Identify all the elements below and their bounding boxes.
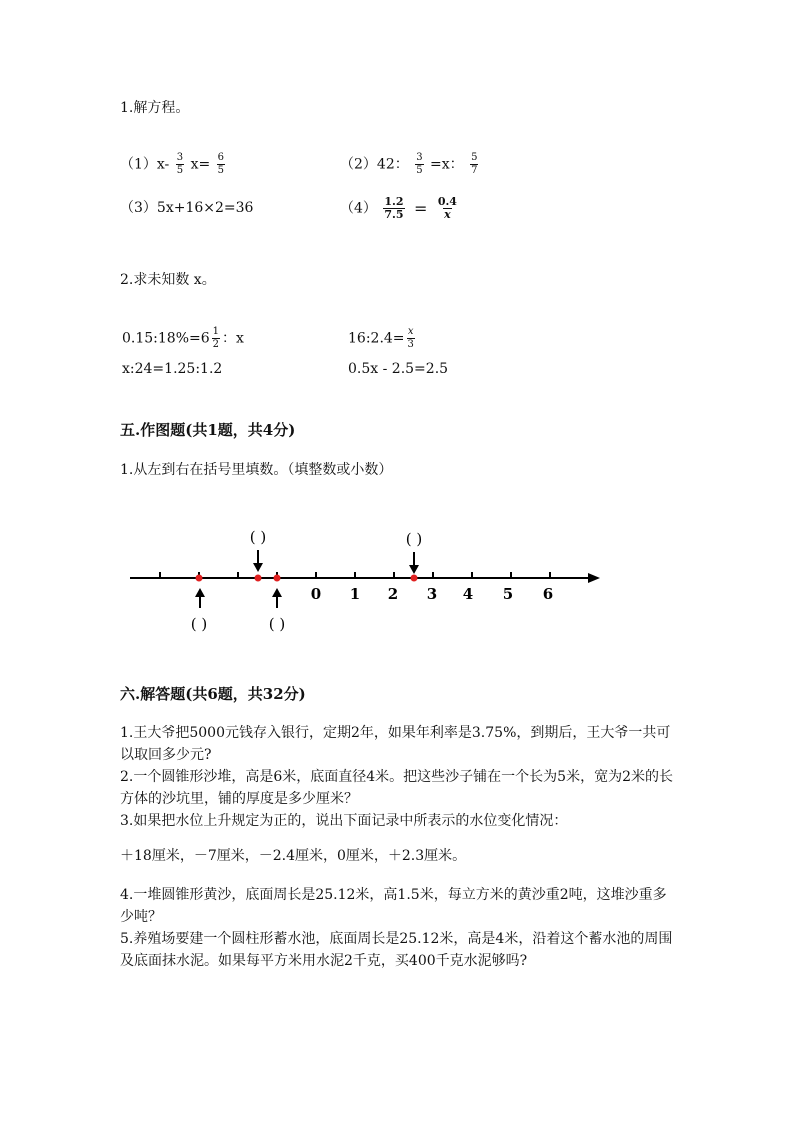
water-level-values: ＋18厘米，－7厘米，－2.4厘米，0厘米，＋2.3厘米。 xyxy=(120,848,467,864)
answer-blank: ( ) xyxy=(249,528,267,546)
tick-label-4: 4 xyxy=(462,585,474,603)
answer-blank: ( ) xyxy=(268,615,286,633)
question-2-title: 2.求未知数 x。 xyxy=(120,272,216,288)
tick-label-6: 6 xyxy=(542,585,554,603)
section-5-question-1: 1.从左到右在括号里填数。（填整数或小数） xyxy=(120,462,393,478)
tick-label-0: 0 xyxy=(310,585,322,603)
fraction: $\frac{0.4}{x}$ xyxy=(437,195,457,221)
equation-8: 0.5x - 2.5=2.5 xyxy=(348,361,449,377)
question-1-title: 1.解方程。 xyxy=(120,100,190,116)
equation-3: （3）5x+16×2=36 xyxy=(120,200,254,216)
problem-5: 5.养殖场要建一个圆柱形蓄水池，底面周长是25.12米，高是4米，沿着这个蓄水池的周围及底面抹水泥。如果每平方米用水泥2千克，买400千克水泥够吗? xyxy=(120,931,673,969)
section-5-heading: 五.作图题(共1题，共4分) xyxy=(120,421,296,439)
down-arrow-head xyxy=(253,563,263,572)
fraction: $\frac{3}{5}$ xyxy=(416,152,423,176)
down-arrows xyxy=(258,550,414,568)
down-arrow-head xyxy=(409,565,419,574)
number-line-arrowhead xyxy=(588,573,600,583)
up-arrows xyxy=(200,594,277,608)
fraction: $\frac{x}{3}$ xyxy=(407,326,414,350)
point-a xyxy=(196,575,203,582)
up-arrow-head xyxy=(195,588,205,597)
fraction: $\frac{1}{2}$ xyxy=(212,326,220,350)
tick-label-1: 1 xyxy=(349,585,361,603)
problem-4: 4.一堆圆锥形黄沙，底面周长是25.12米，高1.5米，每立方米的黄沙重2吨，这堆沙重多少吨？ xyxy=(120,887,667,925)
problem-2: 2.一个圆锥形沙堆，高是6米，底面直径4米。把这些沙子铺在一个长为5米，宽为2米的长方体的沙坑里，铺的厚度是多少厘米？ xyxy=(120,769,673,807)
up-arrow-head xyxy=(272,588,282,597)
equation-5: 0.15:18%=6 $\frac{1}{2}$ ：x xyxy=(122,326,244,350)
answer-blank: ( ) xyxy=(190,615,208,633)
tick-label-3: 3 xyxy=(426,585,438,603)
fraction: $\frac{1.2}{7.5}$ xyxy=(384,195,404,221)
equation-1: （1）x- $\frac{3}{5}$ x= $\frac{6}{5}$ xyxy=(120,152,225,176)
problem-3: 3.如果把水位上升规定为正的，说出下面记录中所表示的水位变化情况： xyxy=(120,813,568,829)
number-line-figure xyxy=(0,520,794,645)
tick-label-2: 2 xyxy=(387,585,399,603)
fraction: $\frac{6}{5}$ xyxy=(217,152,225,176)
equation-2: （2）42： $\frac{3}{5}$ =x： $\frac{5}{7}$ xyxy=(340,152,478,176)
tick-label-5: 5 xyxy=(502,585,514,603)
fraction: $\frac{3}{5}$ xyxy=(176,152,184,176)
problem-1: 1.王大爷把5000元钱存入银行，定期2年，如果年利率是3.75%，到期后，王大爷一共可以取回多少元? xyxy=(120,725,671,763)
answer-blank: ( ) xyxy=(405,530,423,548)
point-c xyxy=(274,575,281,582)
equation-7: x:24=1.25:1.2 xyxy=(122,361,223,377)
equation-6: 16:2.4= $\frac{x}{3}$ xyxy=(348,326,414,350)
point-d xyxy=(411,575,418,582)
equation-4: （4） $\frac{1.2}{7.5}$ = $\frac{0.4}{x}$ xyxy=(340,195,457,221)
section-6-heading: 六.解答题(共6题，共32分) xyxy=(120,685,306,703)
fraction: $\frac{5}{7}$ xyxy=(471,152,478,176)
point-b xyxy=(255,575,262,582)
